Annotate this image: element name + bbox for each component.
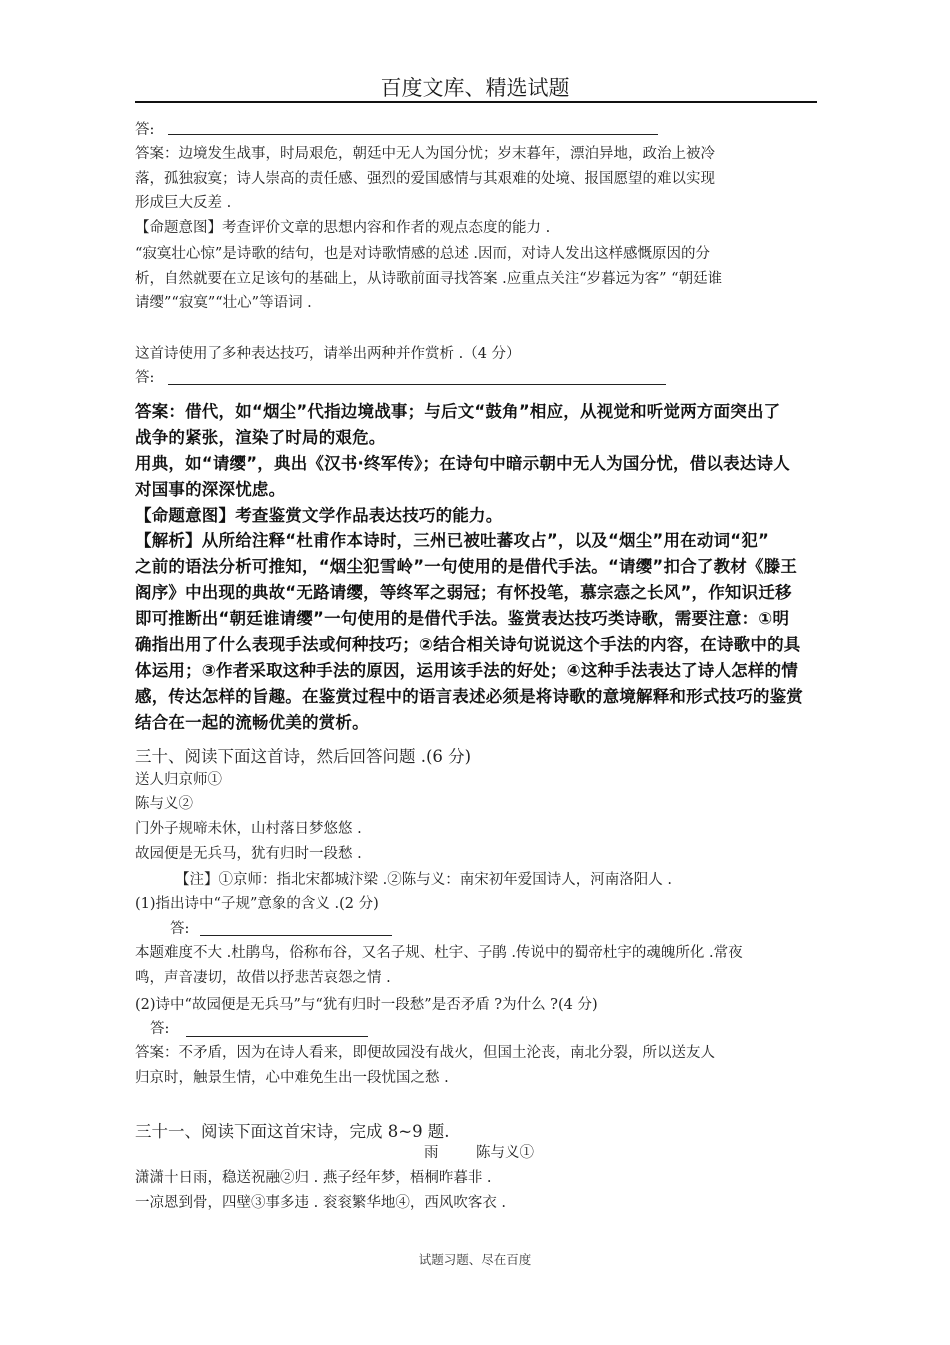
section-heading: 三十一、阅读下面这首宋诗，完成 8~9 题. — [135, 1122, 450, 1141]
bold-analysis-line: 之前的语法分析可推知，“烟尘犯雪岭”一句使用的是借代手法。“请缨”扣合了教材《滕王 — [135, 557, 798, 576]
answer-prefix: 答: — [150, 1021, 170, 1037]
page-header-title: 百度文库、精选试题 — [380, 76, 570, 100]
poem-title: 送人归京师① — [135, 772, 222, 788]
question-text: (1)指出诗中“子规”意象的含义 .(2 分) — [135, 896, 379, 912]
bold-analysis-line: 结合在一起的流畅优美的赏析。 — [135, 713, 369, 732]
answer-text: 鸣，声音凄切，故借以抒悲苦哀怨之情 . — [135, 970, 391, 986]
bold-analysis-line: 【解析】从所给注释“杜甫作本诗时，三州已被吐蕃攻占”，以及“烟尘”用在动词“犯” — [135, 531, 770, 550]
bold-intent-line: 【命题意图】考查鉴赏文学作品表达技巧的能力。 — [135, 506, 503, 525]
answer-text: 形成巨大反差 . — [135, 195, 232, 211]
question-text: 这首诗使用了多种表达技巧，请举出两种并作赏析 .（4 分） — [135, 346, 521, 362]
bold-answer-line: 答案：借代，如“烟尘”代指边境战事；与后文“鼓角”相应，从视觉和听觉两方面突出了 — [135, 402, 781, 421]
answer-prefix: 答: — [135, 122, 155, 138]
poem-line: 一凉恩到骨，四壁③事多违 . 衮衮繁华地④，西风吹客衣 . — [135, 1195, 507, 1211]
answer-blank-line — [200, 935, 392, 936]
answer-text: 本题难度不大 .杜鹃鸟，俗称布谷，又名子规、杜宇、子鹃 .传说中的蜀帝杜宇的魂魄所化 .常夜 — [135, 945, 743, 961]
bold-answer-line: 用典，如“请缨”，典出《汉书·终军传》；在诗句中暗示朝中无人为国分忧，借以表达诗人 — [135, 454, 790, 473]
answer-text: 归京时，触景生情，心中难免生出一段忧国之愁 . — [135, 1070, 449, 1086]
poem-line: 潇潇十日雨，稳送祝融②归 . 燕子经年梦，梧桐昨暮非 . — [135, 1170, 492, 1186]
analysis-text: 请缨”“寂寞”“壮心”等语词 . — [135, 295, 312, 311]
answer-prefix: 答: — [170, 921, 190, 937]
poem-author: 陈与义② — [135, 796, 193, 812]
section-heading: 三十、阅读下面这首诗，然后回答问题 .(6 分) — [135, 747, 472, 766]
intent-text: 【命题意图】考查评价文章的思想内容和作者的观点态度的能力 . — [135, 220, 551, 236]
analysis-text: “寂寞壮心惊”是诗歌的结句，也是对诗歌情感的总述 .因而，对诗人发出这样感慨原因的分 — [135, 246, 711, 262]
bold-analysis-line: 体运用；③作者采取这种手法的原因，运用该手法的好处；④这种手法表达了诗人怎样的情 — [135, 661, 798, 680]
bold-analysis-line: 阁序》中出现的典故“无路请缨，等终军之弱冠；有怀投笔，慕宗悫之长风”，作知识迁移 — [135, 583, 792, 602]
bold-analysis-line: 确指出用了什么表现手法或何种技巧；②结合相关诗句说说这个手法的内容，在诗歌中的具 — [135, 635, 801, 654]
analysis-text: 析，自然就要在立足该句的基础上，从诗歌前面寻找答案 .应重点关注“岁暮远为客” “朝廷谁 — [135, 271, 723, 287]
page-footer: 试题习题、尽在百度 — [418, 1252, 532, 1267]
answer-text: 落，孤独寂寞；诗人崇高的责任感、强烈的爱国感情与其艰难的处境、报国愿望的难以实现 — [135, 171, 715, 187]
header-divider — [135, 101, 817, 103]
poem-author: 陈与义① — [476, 1145, 534, 1161]
question-text: (2)诗中“故园便是无兵马”与“犹有归时一段愁”是否矛盾 ?为什么 ?(4 分) — [135, 997, 598, 1013]
bold-analysis-line: 感，传达怎样的旨趣。在鉴赏过程中的语言表述必须是将诗歌的意境解释和形式技巧的鉴赏 — [135, 687, 803, 706]
answer-blank-line — [186, 1036, 368, 1037]
bold-answer-line: 战争的紧张，渲染了时局的艰危。 — [135, 428, 386, 447]
bold-analysis-line: 即可推断出“朝廷谁请缨”一句使用的是借代手法。鉴赏表达技巧类诗歌，需要注意：①明 — [135, 609, 790, 628]
poem-note: 【注】①京师：指北宋都城汴梁 .②陈与义：南宋初年爱国诗人，河南洛阳人 . — [175, 872, 672, 888]
answer-blank-line — [168, 134, 658, 135]
answer-prefix: 答: — [135, 370, 155, 386]
bold-answer-line: 对国事的深深忧虑。 — [135, 480, 286, 499]
answer-blank-line — [168, 384, 666, 385]
poem-line: 故园便是无兵马，犹有归时一段愁 . — [135, 846, 362, 862]
poem-title: 雨 — [424, 1145, 439, 1161]
answer-text: 答案：不矛盾，因为在诗人看来，即便故园没有战火，但国土沦丧，南北分裂，所以送友人 — [135, 1045, 715, 1061]
answer-text: 答案：边境发生战事，时局艰危，朝廷中无人为国分忧；岁末暮年，漂泊异地，政治上被冷 — [135, 146, 715, 162]
poem-line: 门外子规啼未休，山村落日梦悠悠 . — [135, 821, 362, 837]
